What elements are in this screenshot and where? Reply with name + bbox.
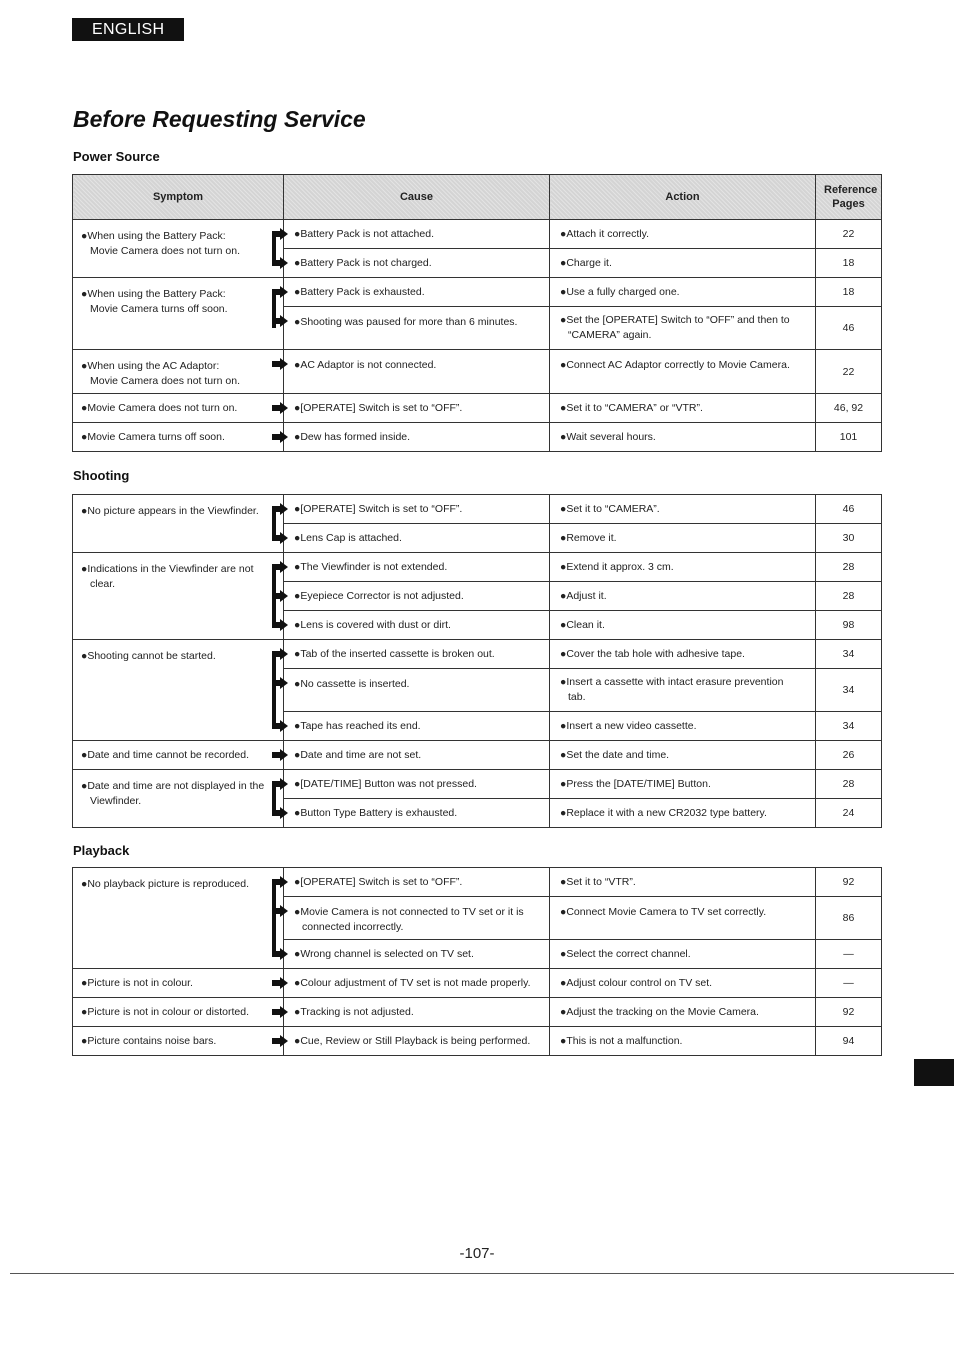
cause-cell <box>284 495 550 524</box>
arrow-right-icon <box>272 648 288 660</box>
symptom-cell <box>73 770 284 828</box>
arrow-right-icon <box>272 778 288 790</box>
cause-cell <box>284 278 550 307</box>
cause-text: ●[OPERATE] Switch is set to “OFF”. <box>294 875 463 888</box>
symptom-cell: ●Movie Camera does not turn on. <box>73 394 284 423</box>
symptom-cell <box>73 220 284 278</box>
symptom-text-line2: Movie Camera does not turn on. <box>90 375 240 387</box>
cause-cell <box>284 770 550 799</box>
action-cell: ●This is not a malfunction. <box>550 1027 816 1056</box>
reference-page-cell: 24 <box>816 799 882 828</box>
arrow-right-icon <box>272 561 288 573</box>
symptom-cell <box>73 350 284 394</box>
cause-text: ●Battery Pack is not attached. <box>294 227 434 240</box>
reference-page-cell: 22 <box>816 220 882 249</box>
cause-cell <box>284 350 550 394</box>
arrow-right-icon <box>272 590 288 602</box>
symptom-cell: ●Date and time cannot be recorded. <box>73 741 284 770</box>
reference-page-cell: — <box>816 969 882 998</box>
action-cell: ●Adjust it. <box>550 582 816 611</box>
symptom-text-line2: Movie Camera does not turn on. <box>90 245 240 257</box>
arrow-right-icon <box>272 257 288 269</box>
cause-cell <box>284 868 550 897</box>
page-number: -107- <box>459 1245 495 1262</box>
reference-page-cell: 46 <box>816 307 882 350</box>
action-cell <box>550 307 816 350</box>
language-badge: ENGLISH <box>72 18 184 41</box>
reference-page-cell: 34 <box>816 640 882 669</box>
table-row <box>73 969 882 998</box>
reference-page-cell: 18 <box>816 278 882 307</box>
reference-page-cell: 98 <box>816 611 882 640</box>
action-cell: ●Cover the tab hole with adhesive tape. <box>550 640 816 669</box>
symptom-cell: ●Picture is not in colour. <box>73 969 284 998</box>
action-cell: ●Set it to “VTR”. <box>550 868 816 897</box>
reference-page-cell: 101 <box>816 423 882 452</box>
action-cell: ●Attach it correctly. <box>550 220 816 249</box>
cause-cell <box>284 897 550 940</box>
cause-text: ●Battery Pack is not charged. <box>294 256 432 269</box>
action-cell: ●Insert a new video cassette. <box>550 712 816 741</box>
symptom-cell: ●Picture is not in colour or distorted. <box>73 998 284 1027</box>
cause-text: ●Wrong channel is selected on TV set. <box>294 947 474 960</box>
cause-text-line2: connected incorrectly. <box>302 921 404 933</box>
action-text: ●Insert a cassette with intact erasure prevention <box>560 676 784 688</box>
table-row <box>73 278 882 307</box>
arrow-right-icon <box>272 315 288 327</box>
reference-page-cell: 18 <box>816 249 882 278</box>
arrow-right-icon <box>272 503 288 515</box>
symptom-cell <box>73 495 284 553</box>
symptom-text: ●No playback picture is reproduced. <box>81 878 250 890</box>
reference-pages-header <box>816 175 882 220</box>
reference-page-cell: 46, 92 <box>816 394 882 423</box>
cause-cell <box>284 553 550 582</box>
cause-text: ●Date and time are not set. <box>294 748 422 761</box>
cause-text: ●Colour adjustment of TV set is not made properly. <box>294 976 531 989</box>
cause-text: ●Battery Pack is exhausted. <box>294 285 425 298</box>
cause-cell <box>284 998 550 1027</box>
arrow-right-icon <box>272 948 288 960</box>
action-cell: ●Adjust the tracking on the Movie Camera. <box>550 998 816 1027</box>
footer-divider <box>10 1273 954 1274</box>
action-cell: ●Extend it approx. 3 cm. <box>550 553 816 582</box>
table-row <box>73 998 882 1027</box>
action-cell: ●Connect Movie Camera to TV set correctly. <box>550 897 816 940</box>
arrow-right-icon <box>272 876 288 888</box>
action-cell: ●Set the date and time. <box>550 741 816 770</box>
reference-page-cell: 30 <box>816 524 882 553</box>
table-row <box>73 640 882 669</box>
cause-cell <box>284 741 550 770</box>
reference-page-cell: 46 <box>816 495 882 524</box>
symptom-text: ●When using the AC Adaptor: <box>81 360 220 372</box>
arrow-right-icon <box>272 619 288 631</box>
reference-page-cell: 28 <box>816 553 882 582</box>
action-cell: ●Clean it. <box>550 611 816 640</box>
symptom-text-line2: Viewfinder. <box>90 795 142 807</box>
reference-page-cell: — <box>816 940 882 969</box>
cause-text: ●Cue, Review or Still Playback is being performed. <box>294 1034 531 1047</box>
cause-cell <box>284 423 550 452</box>
cause-cell <box>284 582 550 611</box>
arrow-right-icon <box>272 431 288 443</box>
symptom-cell <box>73 553 284 640</box>
cause-text: ●Shooting was paused for more than 6 minutes. <box>294 316 518 328</box>
arrow-right-icon <box>272 977 288 989</box>
symptom-text-line2: clear. <box>90 578 116 590</box>
reference-page-cell: 92 <box>816 998 882 1027</box>
symptom-cell: ●Picture contains noise bars. <box>73 1027 284 1056</box>
cause-text: ●Tab of the inserted cassette is broken out. <box>294 647 495 660</box>
arrow-right-icon <box>272 1006 288 1018</box>
symptom-text: ●Date and time are not displayed in the <box>81 780 265 792</box>
section-title-power-source: Power Source <box>73 149 160 164</box>
cause-text: ●Tape has reached its end. <box>294 719 421 732</box>
arrow-right-icon <box>272 677 288 689</box>
reference-page-cell: 34 <box>816 669 882 712</box>
playback-table <box>72 867 882 1056</box>
arrow-right-icon <box>272 358 288 370</box>
symptom-text: ●Indications in the Viewfinder are not <box>81 563 254 575</box>
cause-text: ●No cassette is inserted. <box>294 678 410 690</box>
reference-page-cell: 92 <box>816 868 882 897</box>
section-title-shooting: Shooting <box>73 468 130 483</box>
arrow-right-icon <box>272 532 288 544</box>
cause-text: ●[OPERATE] Switch is set to “OFF”. <box>294 401 463 414</box>
cause-text: ●AC Adaptor is not connected. <box>294 359 437 371</box>
action-cell: ●Remove it. <box>550 524 816 553</box>
symptom-text: ●Shooting cannot be started. <box>81 650 216 662</box>
reference-page-cell: 22 <box>816 350 882 394</box>
cause-text: ●[DATE/TIME] Button was not pressed. <box>294 777 477 790</box>
action-cell: ●Press the [DATE/TIME] Button. <box>550 770 816 799</box>
action-header: Action <box>550 175 816 220</box>
symptom-text: ●No picture appears in the Viewfinder. <box>81 505 259 517</box>
action-cell: ●Select the correct channel. <box>550 940 816 969</box>
action-cell: ●Connect AC Adaptor correctly to Movie Camera. <box>550 350 816 394</box>
table-row <box>73 868 882 897</box>
cause-cell <box>284 524 550 553</box>
table-row <box>73 423 882 452</box>
cause-cell <box>284 969 550 998</box>
table-row <box>73 220 882 249</box>
cause-text: ●Movie Camera is not connected to TV set or it is <box>294 906 524 918</box>
reference-page-cell: 28 <box>816 582 882 611</box>
action-cell: ●Replace it with a new CR2032 type battery. <box>550 799 816 828</box>
arrow-right-icon <box>272 286 288 298</box>
arrow-right-icon <box>272 905 288 917</box>
arrow-right-icon <box>272 402 288 414</box>
symptom-cell <box>73 868 284 969</box>
side-index-tab <box>914 1059 954 1086</box>
cause-text: ●Button Type Battery is exhausted. <box>294 806 458 819</box>
action-text-line2: tab. <box>568 691 586 703</box>
symptom-text: ●When using the Battery Pack: <box>81 288 226 300</box>
arrow-right-icon <box>272 749 288 761</box>
reference-header-line2: Pages <box>832 198 865 210</box>
action-cell: ●Set it to “CAMERA”. <box>550 495 816 524</box>
cause-cell <box>284 1027 550 1056</box>
cause-header: Cause <box>284 175 550 220</box>
table-row <box>73 741 882 770</box>
table-row <box>73 495 882 524</box>
cause-cell <box>284 249 550 278</box>
reference-page-cell: 26 <box>816 741 882 770</box>
symptom-cell: ●Movie Camera turns off soon. <box>73 423 284 452</box>
cause-cell <box>284 799 550 828</box>
cause-text: ●Lens Cap is attached. <box>294 531 402 544</box>
arrow-right-icon <box>272 807 288 819</box>
section-title-playback: Playback <box>73 843 130 858</box>
cause-cell <box>284 640 550 669</box>
symptom-header: Symptom <box>73 175 284 220</box>
symptom-text-line2: Movie Camera turns off soon. <box>90 303 228 315</box>
arrow-right-icon <box>272 228 288 240</box>
table-row <box>73 350 882 394</box>
arrow-right-icon <box>272 1035 288 1047</box>
table-row <box>73 770 882 799</box>
symptom-text: ●When using the Battery Pack: <box>81 230 226 242</box>
action-text-line2: “CAMERA” again. <box>568 329 652 341</box>
action-cell: ●Adjust colour control on TV set. <box>550 969 816 998</box>
cause-cell <box>284 307 550 350</box>
cause-text: ●The Viewfinder is not extended. <box>294 560 448 573</box>
reference-header-line1: Reference <box>824 184 878 196</box>
action-cell <box>550 669 816 712</box>
reference-page-cell: 86 <box>816 897 882 940</box>
symptom-cell <box>73 278 284 350</box>
cause-cell <box>284 712 550 741</box>
table-row <box>73 1027 882 1056</box>
cause-text: ●Tracking is not adjusted. <box>294 1005 414 1018</box>
cause-text: ●Dew has formed inside. <box>294 430 411 443</box>
cause-cell <box>284 669 550 712</box>
cause-cell <box>284 611 550 640</box>
reference-page-cell: 94 <box>816 1027 882 1056</box>
cause-cell <box>284 394 550 423</box>
cause-cell <box>284 940 550 969</box>
table-row <box>73 394 882 423</box>
page-title: Before Requesting Service <box>73 106 366 132</box>
symptom-cell <box>73 640 284 741</box>
action-cell: ●Charge it. <box>550 249 816 278</box>
shooting-table <box>72 494 882 828</box>
power-source-table <box>72 174 882 452</box>
reference-page-cell: 34 <box>816 712 882 741</box>
cause-text: ●[OPERATE] Switch is set to “OFF”. <box>294 502 463 515</box>
action-cell: ●Set it to “CAMERA” or “VTR”. <box>550 394 816 423</box>
arrow-right-icon <box>272 720 288 732</box>
cause-text: ●Eyepiece Corrector is not adjusted. <box>294 589 464 602</box>
reference-page-cell: 28 <box>816 770 882 799</box>
table-header-row <box>73 175 882 220</box>
action-cell: ●Wait several hours. <box>550 423 816 452</box>
action-cell: ●Use a fully charged one. <box>550 278 816 307</box>
action-text: ●Set the [OPERATE] Switch to “OFF” and then to <box>560 314 790 326</box>
cause-cell <box>284 220 550 249</box>
table-row <box>73 553 882 582</box>
cause-text: ●Lens is covered with dust or dirt. <box>294 618 451 631</box>
